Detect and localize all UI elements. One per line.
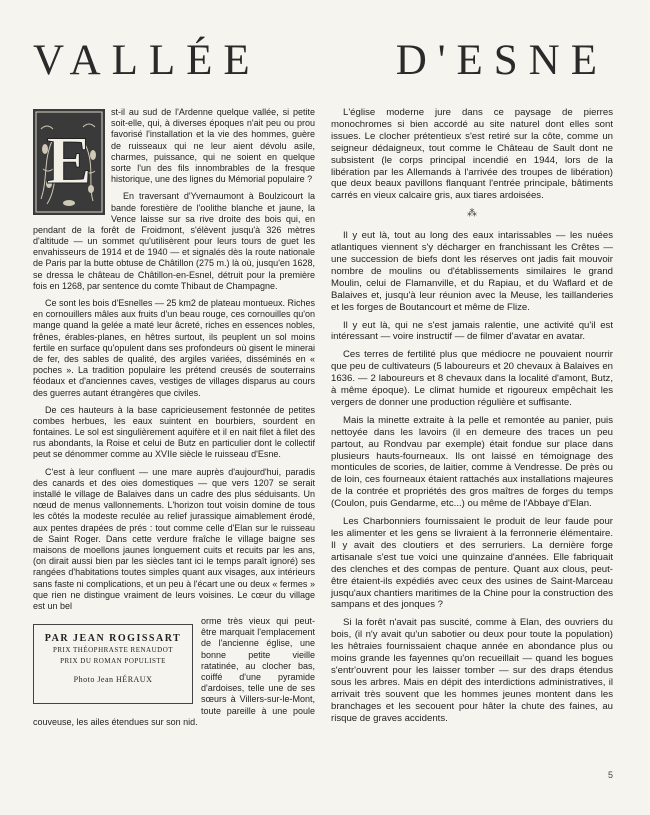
author-credit-box [33,624,193,704]
paragraph-left-2: En traversant d'Yvernaumont à Boulzicourt la bande forestière de l'oolithe blanche et jaune, la Vence laisse sur sa rive droite des bois qui, en pendant de la forêt de Froidmont, s'élèvent jusqu'à 326 mètres d'altitude — un sommet qu'utilisèrent pour leurs tours de guet les envahisseurs de 1914 et de 1940 — et signalés dès la route nationale de Paris par la butte obtuse de Châtillon (275 m.) là où, jusqu'en 1628, se dressa le château de Châtillon-en-Esnel, détruit pour la première fois en 1268, par sentence du comte Thibaut de Champagne. [33,191,315,291]
paragraph-right-4: Ces terres de fertilité plus que médiocre ne pouvaient nourrir que peu de cultivateurs (5 laboureurs et 20 chevaux à Balaives en 1636. — 2 laboureurs et 8 chevaux dans la localité d'amont, Butz, à même époque). Le climat humide et rigoureux empêchait les vergers de donner une production régulière et suffisante. [331,349,613,408]
section-separator: ⁂ [467,208,477,220]
svg-text:E: E [46,122,92,198]
photo-credit: Photo Jean HÉRAUX [73,675,153,685]
page-title [33,36,608,85]
paragraph-right-1: L'église moderne jure dans ce paysage de pierres monochromes si bien accordé au site naturel dont elles sont issues. Le clocher prétentieux s'est retiré sur la côte, comme un seigneur dédaigneux, tout comme le Château de Sault dont ne subsistent (le corps principal incendié en 1944, lors de la libération par les Allemands à l'arrivée des troupes de libération) que deux beaux pavillons flanquant l'entrée principale, bâtiments carrés en vieux calcaire gris, aux tiares ardoisées. [331,107,613,202]
decorated-dropcap-e [33,109,105,215]
paragraph-right-5: Mais la minette extraite à la pelle et remontée au panier, puis nettoyée dans les lavoirs (il en demeure des traces un peu partout, au Rondvau par exemple) était fondue sur place dans plusieurs hauts-fourneaux. Ils ont laissé en témoignage des monticules de scories, de laitier, comme à Vendresse. De près ou de loin, ces fourneaux étaient rattachés aux installations majeures de la contrée et propriétés des gros maîtres de forges du temps (Coulon, puis Gendarme, etc...) ou même de l'Abbaye d'Elan. [331,414,613,510]
paragraph-right-7: Si la forêt n'avait pas suscité, comme à Elan, des ouvriers du bois, (il n'y avait qu'un sabotier ou deux pour toute la population) les hêtraies fournissaient chaque année en abondance plus ou moins grande les fayennes qu'on recueillait — quand les bogues s'entr'ouvrent pour les laisser tomber — sur des draps étendus sous les arbres. Mais en dépit des interdictions administratives, il arrivait très souvent que les hommes jeunes montent dans les branchages et les secouent pour hâter la chute des faines, au risque de graves accidents. [331,617,613,724]
paragraph-right-6: Les Charbonniers fournissaient le produit de leur faude pour les alimenter et les gens se livraient à la ferronnerie élémentaire. Il y avait des cloutiers et des serruriers. La dernière forge artisanale s'est tue voici une quinzaine d'années. Elle fabriquait des clenches et des compas de penture. Quant aux clous, peut-être étaient-ils expédiés avec ceux des usines de Saint-Marceau jusqu'aux chantiers maritimes de la Chine pour la construction des sampans et des jonques ? [331,516,613,611]
title-word-2: D'ESNE [395,37,608,84]
paragraph-intro: st-il au sud de l'Ardenne quelque vallée, si petite soit-elle, qui, à diverses époques n'ait peu ou prou favorisé l'installation et la vie des hommes, guère de ruisseaux qui ne leur aient dévolu asile, charmes, puissance, qui ne soient en quelque sorte l'un des fils innombrables de la fresque historique, une des lignes du Mémorial populaire ? [111,107,315,185]
right-column [331,107,613,731]
prize-line-1: PRIX THÉOPHRASTE RENAUDOT [52,646,174,655]
prize-line-2: PRIX DU ROMAN POPULISTE [60,657,166,666]
paragraph-right-2: Il y eut là, tout au long des eaux intarissables — les nuées atlantiques viennent s'y décharger en franchissant les Crêtes — une succession de biefs dont les réserves ont jadis fait mouvoir nombre de moulins ou d'établissements similaires le grand Moulin, celui de Flamanville, et du Rapiau, et du Waflard et de Balaives et, jusqu'à leur réunion avec la Meuse, les taillanderies et les forges de Boutancourt et même de Flize. [331,230,613,313]
paragraph-left-5: C'est à leur confluent — une mare auprès d'aujourd'hui, paradis des canards et des oies domestiques — que vers 1207 se serait installé le village de Balaives dans un cadre des plus séduisants. Un nœud de menus vallonnements. L'horizon tout voisin domine de tous les côtés la modeste reculée au relief jurassique aimablement érodé, aux pentes drapées de prés : tout comme celle d'Elan sur le ruisseau de Saint Roger. Dans cette verdure fraîche le village baigne ses maisons de moellons jaunes longuement cuits et recuits par les ans, (on dirait aussi bien par les siècles tant ici le temps paraît ignoré) ses rangées d'habitations toutes simples quant aux visages, aux intérieurs sans faste ni complications, et un peu à l'écart une ou deux « fermes » que rien ne distingue vraiment de leurs voisines. Le cœur du village est un bel [33,466,315,611]
paragraph-right-3: Il y eut là, qui ne s'est jamais ralentie, une activité qu'il est intéressant — voire instructif — de filmer d'avatar en avatar. [331,319,613,343]
paragraph-left-3: Ce sont les bois d'Esnelles — 25 km2 de plateau montueux. Riches en cornouillers mâles aux fruits d'un beau rouge, ces cornouilles qu'on mange quand la gelée a maté leur âcreté, riches en essences nobles, frênes, érables-planes, en hêtres surtout, ils peuplent un sol moins fertile en surface qu'opulent dans ses profondeurs où gisent le minerai de fer, des sables de qualité, des argiles variées, disséminés en « poches ». La tradition populaire les prétend creusés de souterrains féodaux et d'anciennes caves, vestiges de villages disparus au cours des guerres autant étrangères que civiles. [33,298,315,398]
author-name: PAR JEAN ROGISSART [44,633,182,645]
left-column [33,107,315,734]
paragraph-left-6: orme très vieux qui peut-être marquait l'emplacement de l'ancienne église, une bonne petite vieille ratatinée, au clocher bas, coiffé d'une pyramide d'ardoises, telle une de ses sœurs à Villers-sur-le-Mont, toute pareille à une poule couveuse, les ailes étendues sur son nid. [33,616,315,727]
page-number: 5 [608,770,614,780]
paragraph-left-4: De ces hauteurs à la base capricieusement festonnée de petites combes herbues, les eaux suintent en bourbiers, sourdent en fontaines. Le sol est singulièrement aquifère et il en nait filet à filet des rus abondants, la Roise et celui de Butz en particulier dont le collectif peut se dénommer comme au XVIIe siècle le ruisseau d'Esne. [33,404,315,460]
title-word-1: VALLÉE [33,37,261,84]
